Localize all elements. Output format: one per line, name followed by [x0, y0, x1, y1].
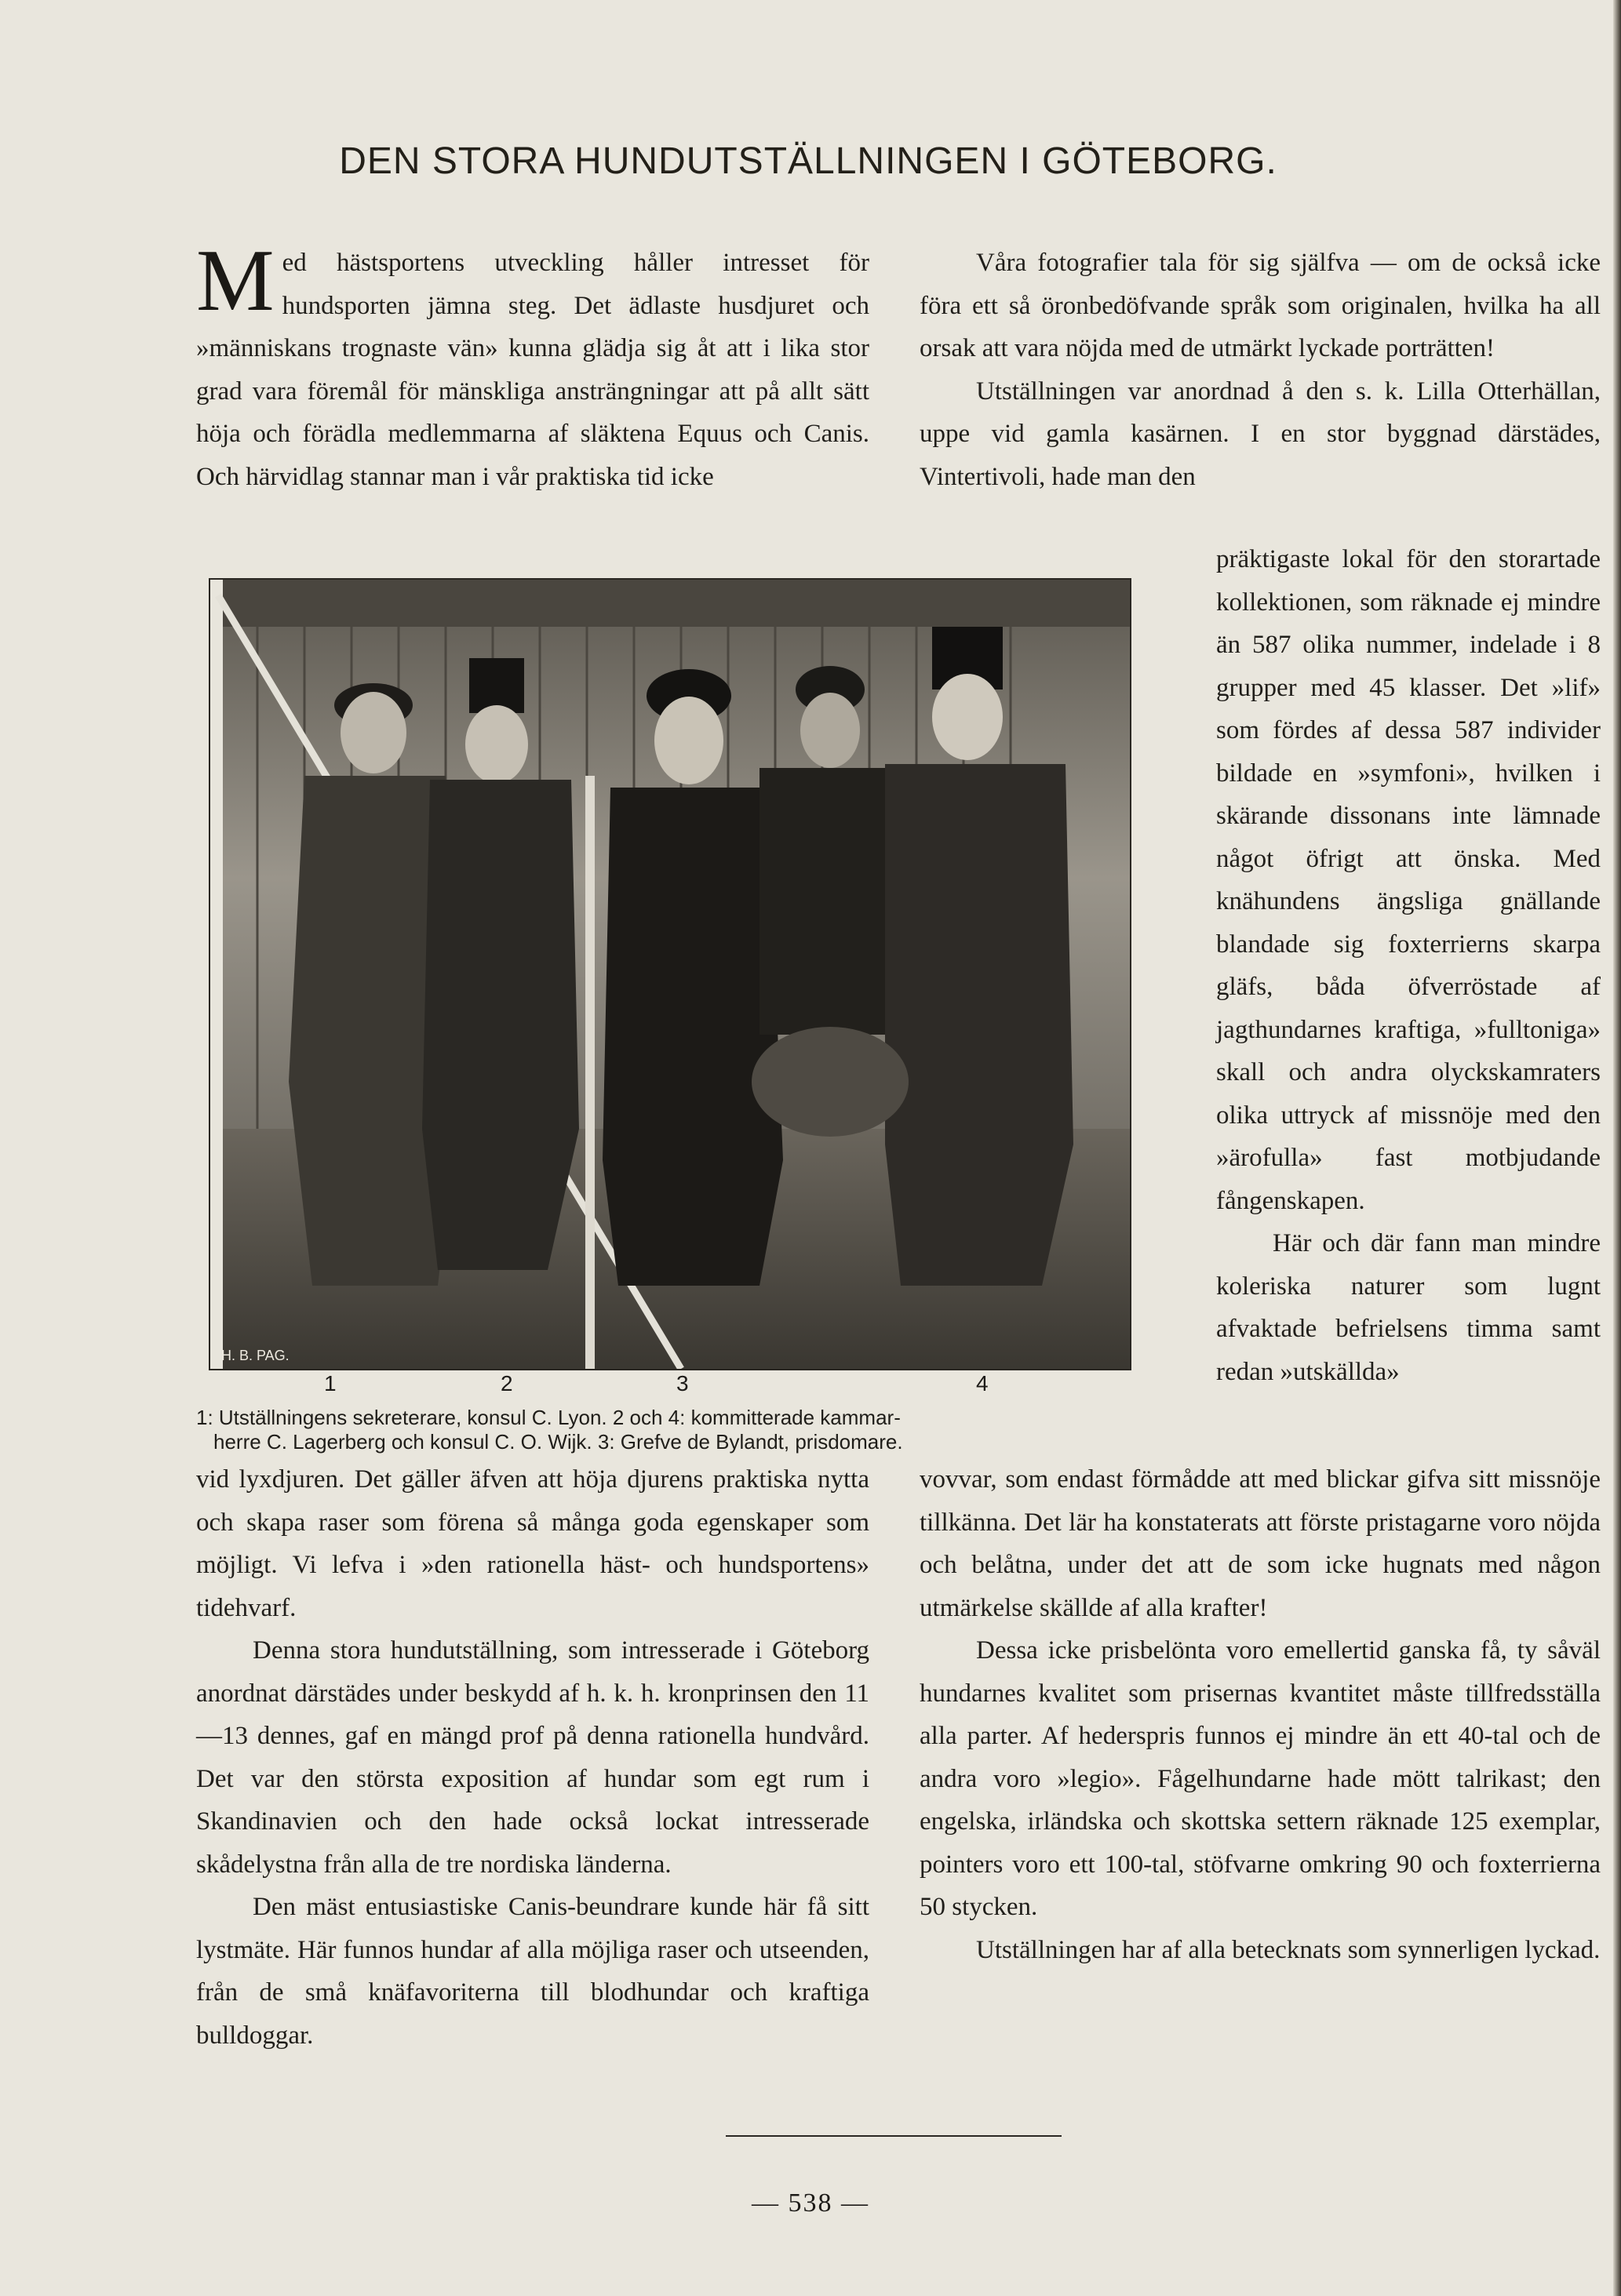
paragraph-venue: Utställningen var anordnad å den s. k. Lilla Otterhällan, uppe vid gamla kasärnen. I en stor byggnad därstädes, Vintertivoli, hade man den	[920, 377, 1601, 491]
left-column-bottom	[196, 1458, 869, 2057]
photo-number-4: 4	[976, 1371, 989, 1395]
article-title: DEN STORA HUNDUTSTÄLLNINGEN I GÖTEBORG.	[339, 140, 1277, 182]
drop-cap: M	[196, 232, 275, 329]
photographer-stamp: H. B. PAG.	[221, 1348, 290, 1363]
right-column-top	[920, 242, 1601, 498]
paragraph-photographs: Våra fotografier tala för sig själfva — om de också icke föra ett så öronbedöfvande språk som originalen, hvilka ha all orsak att vara nöjda med de utmärkt lyckade porträtten!	[920, 249, 1601, 362]
caption-line-2: herre C. Lagerberg och konsul C. O. Wijk. 3: Grefve de Bylandt, prisdomare.	[213, 1430, 903, 1454]
left-post	[210, 580, 223, 1369]
paragraph-prizes: Dessa icke prisbelönta voro emellertid ganska få, ty såväl hundarnes kvalitet som prisernas kvantitet måste tillfredsställa alla parter. Af hederspris funnos ej mindre än ett 40-tal och de andra voro »legio». Fågelhundarne hade mött talrikast; den engelska, irländska och skottska settern räknade 125 exemplar, pointers voro ett 100-tal, stöfvarne omkring 90 och foxterrierna 50 stycken.	[920, 1636, 1601, 1921]
paragraph-prize-winners: vovvar, som endast förmådde att med blickar gifva sitt missnöje tillkänna. Det lär ha konstaterats att förste pristagarne voro nöjda och belåtna, under det att de som icke hugnats med någon utmärkelse skällde af alla krafter!	[920, 1465, 1601, 1622]
intro-paragraph: ed hästsportens utveckling håller intresset för hundsporten jämna steg. Det ädlaste husdjuret och »människans trognaste vän» kunna glädja sig åt att i lika stor grad vara föremål för mänskliga ansträngningar att på allt sätt höja och förädla medlemmarna af släktena Equus och Canis. Och härvidlag stannar man i vår praktiska tid icke	[196, 249, 869, 491]
photo-illustration	[210, 580, 1130, 1369]
photo-number-1: 1	[324, 1371, 337, 1395]
white-pole	[585, 776, 595, 1369]
paragraph-luxury-dogs: vid lyxdjuren. Det gäller äfven att höja djurens praktiska nytta och skapa raser som förena så många goda egenskaper som möjligt. Vi lefva i »den rationella häst- och hundsportens» tidehvarf.	[196, 1465, 869, 1622]
caption-line-1: 1: Utställningens sekreterare, konsul C. Lyon. 2 och 4: kommitterade kammar-	[196, 1406, 901, 1429]
left-column-top	[196, 232, 869, 498]
paragraph-exhibition: Denna stora hundutställning, som intresserade i Göteborg anordnat därstädes under beskydd af h. k. h. kronprinsen den 11—13 dennes, gaf en mängd prof på denna rationella hundvård. Det var den största exposition af hundar som egt rum i Skandinavien och den hade också lockat intresserade skådelystna från alla de tre nordiska länderna.	[196, 1636, 869, 1879]
paragraph-enthusiasts: Den mäst entusiastiske Canis-beundrare kunde här få sitt lystmäte. Här funnos hundar af alla möjliga raser och utseenden, från de små knäfavoriterna till blodhundar och kraftiga bulldoggar.	[196, 1893, 869, 2050]
group-photograph	[209, 578, 1131, 1370]
roof-band	[210, 580, 1130, 627]
paragraph-conclusion: Utställningen har af alla betecknats som synnerligen lyckad.	[976, 1935, 1601, 1964]
right-column-bottom	[920, 1458, 1601, 1971]
dog	[752, 1027, 909, 1137]
right-column-beside-photo	[1216, 538, 1601, 1393]
page-edge	[1613, 0, 1621, 2296]
photo-number-row	[196, 1371, 1138, 1403]
photo-number-2: 2	[501, 1371, 513, 1395]
end-rule	[726, 2135, 1062, 2137]
paragraph-collection: präktigaste lokal för den storartade kollektionen, som räknade ej mindre än 587 olika nummer, indelade i 8 grupper med 45 klasser. Det »lif» som fördes af dessa 587 individer bildade en »symfoni», hvilken i skärande dissonans inte lämnade något öfrigt att önska. Med knähundens ängsliga gnällande blandade sig foxterrierns skarpa gläfs, båda öfverröstade af jagthundarnes kraftiga, »fulltoniga» skall och andra olyckskamraters olika uttryck af missnöje med den »ärofulla» fast motbjudande fångenskapen.	[1216, 545, 1601, 1215]
photo-caption	[196, 1406, 1138, 1454]
page-number: — 538 —	[752, 2189, 869, 2218]
photo-number-3: 3	[676, 1371, 689, 1395]
paragraph-calm-dogs: Här och där fann man mindre koleriska naturer som lugnt afvaktade befrielsens timma samt redan »utskällda»	[1216, 1229, 1601, 1386]
